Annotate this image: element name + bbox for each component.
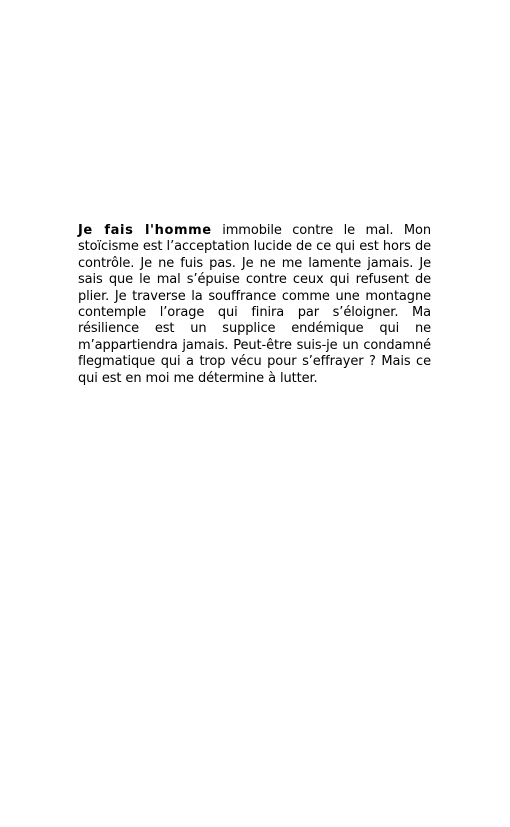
paragraph-body: immobile contre le mal. Mon stoïcisme est l’acceptation lucide de ce qui est hors de contrôle. Je ne fuis pas. Je ne me lamente jamais. Je sais que le mal s’épuise contre ceux qui refusent de plier. Je traverse la souffrance comme une montagne contemple l’orage qui finira par s’éloigner. Ma résilience est un supplice endémique qui ne m’appartiendra jamais. Peut-être suis-je un condamné flegmatique qui a trop vécu pour s’effrayer ? Mais ce qui est en moi me détermine à lutter. [78,223,432,386]
text-paragraph [78,223,431,387]
paragraph-lead-in: Je fais l'homme [78,223,212,238]
